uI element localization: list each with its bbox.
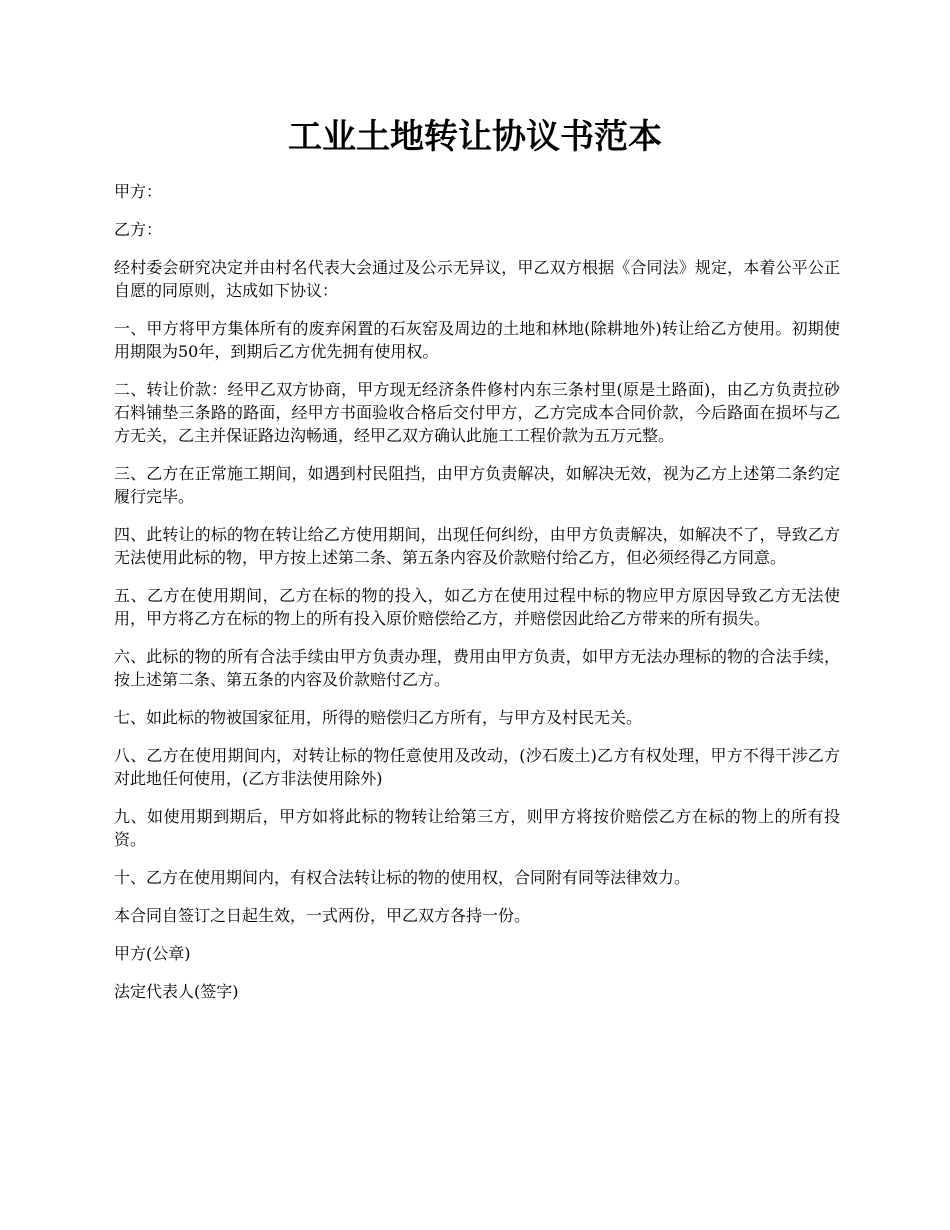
clause-10: 十、乙方在使用期间内，有权合法转让标的物的使用权，合同附有同等法律效力。 <box>114 868 691 887</box>
clause-6: 六、此标的物的所有合法手续由甲方负责办理，费用由甲方负责，如甲方无法办理标的物的合法手续，按上述第二条、第五条的内容及价款赔付乙方。 <box>114 647 840 689</box>
clause-2: 二、转让价款：经甲乙双方协商，甲方现无经济条件修村内东三条村里(原是土路面)，由乙方负责拉砂石料铺垫三条路的路面，经甲方书面验收合格后交付甲方，乙方完成本合同价款，今后路面在损坏与乙方无关，乙主并保证路边沟畅通，经甲乙双方确认此施工工程价款为五万元整。 <box>114 380 840 445</box>
clause-8: 八、乙方在使用期间内，对转让标的物任意使用及改动，(沙石废土)乙方有权处理，甲方不得干涉乙方对此地任何使用，(乙方非法使用除外) <box>114 746 840 788</box>
clause-4: 四、此转让的标的物在转让给乙方使用期间，出现任何纠纷，由甲方负责解决，如解决不了，导致乙方无法使用此标的物，甲方按上述第二条、第五条内容及价款赔付给乙方，但必须经得乙方同意。 <box>114 525 840 567</box>
legal-representative-signature-line: 法定代表人(签字) <box>114 982 239 1001</box>
preamble-paragraph: 经村委会研究决定并由村名代表大会通过及公示无异议，甲乙双方根据《合同法》规定，本着公平公正自愿的同原则，达成如下协议： <box>114 258 840 300</box>
party-b-line: 乙方： <box>114 220 163 239</box>
party-a-seal-line: 甲方(公章) <box>114 944 191 963</box>
clause-1: 一、甲方将甲方集体所有的废弃闲置的石灰窑及周边的土地和林地(除耕地外)转让给乙方使用。初期使用期限为50年，到期后乙方优先拥有使用权。 <box>114 319 840 361</box>
clause-3: 三、乙方在正常施工期间，如遇到村民阻挡，由甲方负责解决，如解决无效，视为乙方上述第二条约定履行完毕。 <box>114 464 840 506</box>
document-title: 工业土地转让协议书范本 <box>288 117 662 157</box>
clause-7: 七、如此标的物被国家征用，所得的赔偿归乙方所有，与甲方及村民无关。 <box>114 708 643 727</box>
clause-5: 五、乙方在使用期间，乙方在标的物的投入，如乙方在使用过程中标的物应甲方原因导致乙方无法使用，甲方将乙方在标的物上的所有投入原价赔偿给乙方，并赔偿因此给乙方带来的所有损失。 <box>114 586 840 628</box>
effective-clause: 本合同自签订之日起生效，一式两份，甲乙双方各持一份。 <box>114 906 531 925</box>
clause-9: 九、如使用期到期后，甲方如将此标的物转让给第三方，则甲方将按价赔偿乙方在标的物上的所有投资。 <box>114 807 840 849</box>
party-a-line: 甲方： <box>114 182 163 201</box>
document-body <box>114 180 840 1018</box>
